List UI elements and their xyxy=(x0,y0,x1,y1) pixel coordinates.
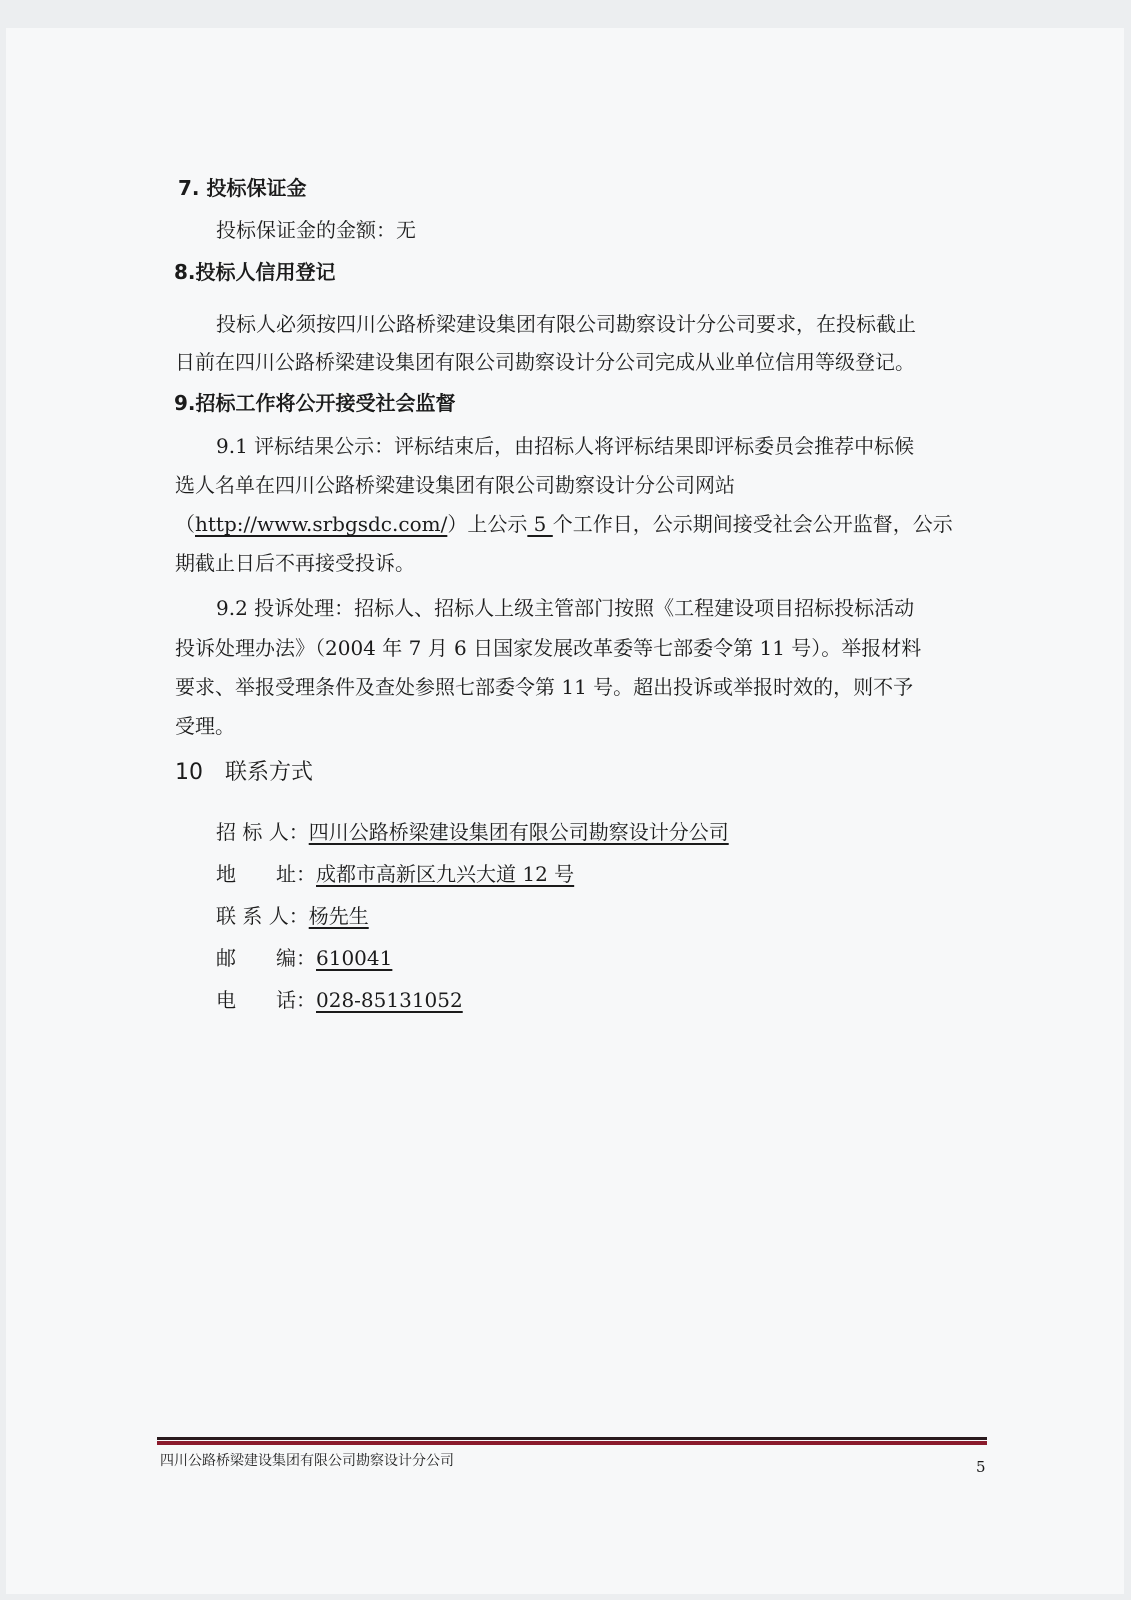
section-9-2-line-1: 9.2 投诉处理：招标人、招标人上级主管部门按照《工程建设项目招标投标活动 xyxy=(216,596,915,620)
contact-value: 四川公路桥梁建设集团有限公司勘察设计分公司 xyxy=(308,820,729,844)
section-9-1-line-1: 9.1 评标结果公示：评标结束后，由招标人将评标结果即评标委员会推荐中标候 xyxy=(216,434,915,458)
contact-row-postcode xyxy=(216,946,392,970)
section-8-line-1: 投标人必须按四川公路桥梁建设集团有限公司勘察设计分公司要求，在投标截止 xyxy=(216,312,916,336)
publicity-text: ）上公示 xyxy=(447,512,528,536)
section-9-1-line-4: 期截止日后不再接受投诉。 xyxy=(175,551,415,575)
contact-row-tenderer xyxy=(216,820,729,844)
contact-value: 成都市高新区九兴大道 12 号 xyxy=(316,862,575,886)
section-7-heading: 7. 投标保证金 xyxy=(178,176,307,200)
publicity-days: 5 xyxy=(527,512,553,536)
contact-label: 地 址： xyxy=(216,862,316,886)
contact-value: 杨先生 xyxy=(308,904,369,928)
contact-label: 电 话： xyxy=(216,988,316,1012)
contact-label: 邮 编： xyxy=(216,946,316,970)
bid-bond-amount: 投标保证金的金额：无 xyxy=(216,218,416,242)
section-10-heading: 10 联系方式 xyxy=(175,760,313,785)
section-9-1-line-2: 选人名单在四川公路桥梁建设集团有限公司勘察设计分公司网站 xyxy=(175,473,735,497)
footer-rule-red xyxy=(157,1441,987,1445)
section-9-1-line-3 xyxy=(175,512,953,536)
contact-row-person xyxy=(216,904,369,928)
footer-rule-dark xyxy=(157,1437,987,1440)
contact-value: 610041 xyxy=(316,946,393,970)
section-8-line-2: 日前在四川公路桥梁建设集团有限公司勘察设计分公司完成从业单位信用等级登记。 xyxy=(175,350,915,374)
paren-open: （ xyxy=(175,512,195,536)
section-8-heading: 8.投标人信用登记 xyxy=(174,260,336,284)
contact-label: 联 系 人： xyxy=(216,904,309,928)
contact-row-address xyxy=(216,862,574,886)
section-9-2-line-4: 受理。 xyxy=(175,714,235,738)
section-9-2-line-3: 要求、举报受理条件及查处参照七部委令第 11 号。超出投诉或举报时效的，则不予 xyxy=(175,675,914,699)
publicity-text-post: 个工作日，公示期间接受社会公开监督，公示 xyxy=(552,512,953,536)
section-9-2-line-2: 投诉处理办法》（2004 年 7 月 6 日国家发展改革委等七部委令第 11 号）。举报材料 xyxy=(175,636,922,660)
contact-row-phone xyxy=(216,988,463,1012)
footer-company: 四川公路桥梁建设集团有限公司勘察设计分公司 xyxy=(160,1453,454,1469)
section-9-heading: 9.招标工作将公开接受社会监督 xyxy=(174,391,456,415)
website-link[interactable]: http://www.srbgsdc.com/ xyxy=(195,512,448,536)
contact-label: 招 标 人： xyxy=(216,820,309,844)
page-number: 5 xyxy=(976,1458,986,1476)
contact-value: 028-85131052 xyxy=(316,988,463,1012)
